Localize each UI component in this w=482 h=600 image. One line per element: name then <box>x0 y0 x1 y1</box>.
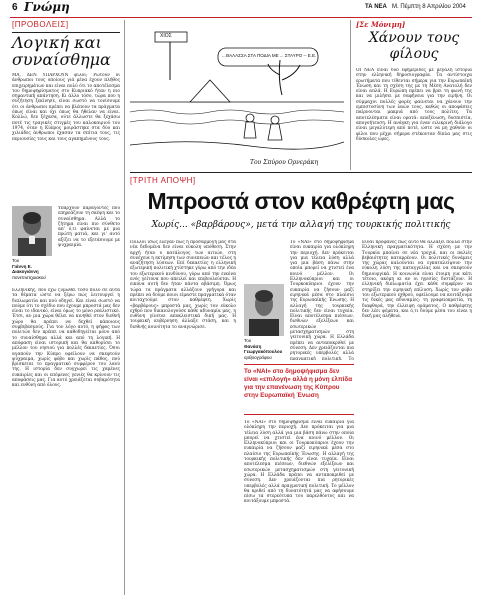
section-title: Γνώμη <box>24 0 70 14</box>
left-text-mid: Υπάρχουν παράγοντες που επηρεάζουν τη σκέψη και το συναίσθημα. Αλλά το ζήτημα είναι πιο σύνθετο απ' ό,τι φαίνεται με μια πρώτη ματιά, και γι' αυτό αξίζει να το εξετάσουμε με ψυχραιμία. <box>58 206 120 249</box>
author-caption-2 <box>244 338 288 360</box>
left-column <box>12 20 120 595</box>
main-col2 <box>244 240 354 594</box>
author-photo-2 <box>244 284 284 336</box>
author-role: πανεπιστημιακού <box>12 274 46 280</box>
right-kicker: [Σε Μόνιμη] <box>356 20 406 29</box>
author-role-2: αρθρογράφου <box>244 354 272 360</box>
column-divider-left <box>124 20 125 595</box>
main-col2-bottom: Το «ΝΑΙ» στο δημοψήφισμα είναι ευκαιρία για ολόκληρη την περιοχή. Δεν πρόκειται για μια τέλεια λύση αλλά για μια βάση πάνω στην οποία μπορεί να χτιστεί ένα κοινό μέλλον. Οι Ελληνοκύπριοι και οι Τουρκοκύπριοι έχουν την ευκαιρία να ζήσουν μαζί ειρηνικά μέσα στο πλαίσιο της Ευρωπαϊκής Ένωσης. Η αλλαγή της τουρκικής πολιτικής δεν είναι τυχαία. Είναι αποτέλεσμα πιέσεων, διεθνών εξελίξεων και εσωτερικών μετασχηματισμών στη γειτονική χώρα. Η Ελλάδα πρέπει να ανταποκριθεί με σύνεση. Δεν χρειάζονται πια ρητορικές υπερβολές αλλά πραγματική πολιτική. Το μέλλον θα κριθεί από τη δυνατότητά μας να αφήσουμε πίσω τα στερεότυπα του παρελθόντος και να κοιτάξουμε μπροστά. <box>244 420 354 505</box>
right-column <box>356 20 472 170</box>
cartoon-panel <box>130 20 344 168</box>
main-subheadline: Χωρίς... «βαρβάρους», μετά την αλλαγή της τουρκικής πολιτικής <box>151 220 451 230</box>
right-text: ΟΙ ΝΕΑ είναι δύο εφημερίδες με μεγάλη ιστορία στην ελληνική δημοσιογραφία. Τα αντίστοιχα ερωτήματα που τίθενται σήμερα για την Ευρωπαϊκή Ένωση και τη σχέση της με τη Μέση Ανατολή δεν είναι απλά. Η Ευρώπη πρέπει να βρει τη φωνή της και να μιλήσει με σαφήνεια για την ειρήνη. Οι σύμμαχοι πολλές φορές φαίνεται να χάνουν την εμπιστοσύνη των λαών τους, καθώς οι αποφάσεις παίρνονται μακριά από τους πολίτες. Τα αποτελέσματα είναι ορατά: αποξένωση, δυσπιστία, απογοήτευση. Η ανάγκη για έναν ειλικρινή διάλογο είναι μεγαλύτερη από ποτέ, ώστε να μη χαθούν οι φίλοι που μέχρι σήμερα στέκονταν δίπλα μας στις δύσκολες ώρες. <box>356 68 472 142</box>
left-kicker: [ΠΡΟΒΟΛΕΙΣ] <box>12 20 69 29</box>
author-caption-1 <box>12 258 54 280</box>
author-name-2: Θανάση Γεωργακόπουλου <box>244 343 283 354</box>
issue-date: Μ. Πέμπτη 8 Απριλίου 2004 <box>392 4 466 10</box>
cartoon-credit: Του Σπύρου Ορνεράκη <box>250 159 319 166</box>
main-col2-text: Το «ΝΑΙ» στο δημοψήφισμα είναι ευκαιρία για ολόκληρη την περιοχή. Δεν πρόκειται για μια τέλεια λύση αλλά για μια βάση πάνω στην οποία μπορεί να χτιστεί ένα κοινό μέλλον. Οι Ελληνοκύπριοι και οι Τουρκοκύπριοι έχουν την ευκαιρία να ζήσουν μαζί ειρηνικά μέσα στο πλαίσιο της Ευρωπαϊκής Ένωσης. Η αλλαγή της τουρκικής πολιτικής δεν είναι τυχαία. Είναι αποτέλεσμα πιέσεων, διεθνών εξελίξεων και εσωτερικών μετασχηματισμών στη γειτονική χώρα. Η Ελλάδα πρέπει να ανταποκριθεί με σύνεση. Δεν χρειάζονται πια ρητορικές υπερβολές αλλά πραγματική πολιτική. Το <box>290 240 354 360</box>
column-divider-right <box>350 20 351 170</box>
page-header <box>0 0 482 16</box>
author-byline-2: Του <box>244 338 252 343</box>
main-top-rule <box>130 172 472 173</box>
main-headline: Μπροστά στον καθρέφτη μας <box>147 188 455 214</box>
left-text-top: ΜΑ, ΔΕΝ ΥΠΑΡΧΟΥΝ φίλοι; Ρωτούν οι άνθρωποι τους οποίους γιά μένα έχουν πλήθος επιχειρημάτων και είναι πολύ ότι το αποτέλεσμα του δημοψηφίσματος στο Κυπριακό ήταν η πιο σημαντική απάντηση. Κι άλλο τόσο, τώρα που η συζήτηση ξεκίνησε, είναι σωστό να τονίσουμε ότι οι άνθρωποι πρέπει να βλέπουν τα πράγματα όπως είναι και όχι όπως θα ήθελαν να είναι. Κολλώ, δεν ξέχασα, ούτε άλλωστε θα ξεχάσω ποτέ τις τραγικές στιγμές του καλοκαιριού του 1974, όταν η Κύπρος μοιράστηκε στα δύο και χιλιάδες άνθρωποι έχασαν τα σπίτια τους, τις περιουσίες τους και τους αγαπημένους τους. <box>12 73 120 142</box>
header-rule <box>10 17 472 18</box>
main-kicker: [ΤΡΙΤΗ ΑΠΟΨΗ] <box>130 176 196 185</box>
portrait-image-2 <box>244 284 284 336</box>
portrait-image <box>12 206 52 256</box>
left-headline: Λογική και συναίσθημα <box>12 33 111 69</box>
cartoon-sign: ΧΙΟΣ <box>160 33 172 39</box>
main-col1-top: Πολλοί ίσως έλεγαν πως η προσαρμογή μας στα νέα δεδομένα δεν είναι εύκολη υπόθεση. Στην αρχή ήταν ο κατάλογος των αιτιών, στη συνέχεια η εκτίμηση των συνεπειών και τέλος η αναζήτηση λύσεων. Επί δεκαετίες η ελληνική εξωτερική πολιτική χτίστηκε γύρω από την ιδέα του εξωτερικού κινδύνου, γύρω από την εικόνα ενός γείτονα που απειλεί και επιβουλεύεται. Η εικόνα αυτή δεν ήταν πάντα αβάσιμη. Όμως τώρα τα πράγματα αλλάζουν γρήγορα και πρέπει να δούμε ποιοι είμαστε πραγματικά όταν κοιταχτούμε στον καθρέφτη. Χωρίς «βαρβάρους» μπροστά μας, χωρίς τον εύκολο εχθρό που δικαιολογούσε κάθε αδυναμία μας, η ευθύνη γίνεται αποκλειστικά δική μας. Η τουρκική κυβέρνηση άλλαξε στάση, και η διεθνής κοινότητα το αναγνώρισε. <box>130 240 236 330</box>
cartoon-bubble: ...ΘΑΛΑΣΣΑ ΣΤΑ ΠΟΔΙΑ ΜΕ ... ΣΤΑΥΡΟ -- Ε.Ε. <box>222 53 316 58</box>
author-name: Γιάννη Ε. Διακογιάννη <box>12 263 39 274</box>
main-col3: Είναι προφανές πως αυτό θα αλλάξει πολλά στην Ελληνική πραγματικότητα. Η σχέση με την Τουρκία μπαίνει σε νέα τροχιά, και οι παλιές βεβαιότητες καταρρέουν. Οι πολιτικές δυνάμεις της χώρας καλούνται να εγκαταλείψουν την εύκολη λύση της καταγγελίας και να σκεφτούν δημιουργικά. Η κοινωνία είναι έτοιμη για κάτι τέτοιο, ακόμη κι αν οι ηγεσίες διστάζουν. Η ελληνική διπλωματία έχει κάθε συμφέρον να στηρίξει την ειρηνική επίλυση. Χωρίς τον φόβο του εξωτερικού εχθρού, οφείλουμε να κοιτάξουμε τις δικές μας αδυναμίες: τη γραφειοκρατία, τη διαφθορά, την έλλειψη οράματος. Ο καθρέφτης δεν λέει ψέματα, και ό,τι δούμε μέσα του είναι η δική μας αλήθεια. <box>362 240 472 320</box>
newspaper-name: ΤΑ ΝΕΑ <box>365 4 387 10</box>
main-story <box>130 174 472 596</box>
page-number: 6 <box>12 2 18 13</box>
quote-rule-top <box>244 364 354 365</box>
pull-quote: Το «ΝΑΙ» στο δημοψήφισμα δεν είναι «επιλογή» αλλά η μόνη ελπίδα για την επανένωση της Κύπρου στην Ευρωπαϊκή Ένωση <box>244 368 353 399</box>
right-headline: Χάνουν τους φίλους <box>368 30 460 62</box>
author-byline: Του <box>12 258 20 263</box>
quote-rule-bottom <box>244 414 354 415</box>
author-photo-1 <box>12 206 52 256</box>
cartoon-illustration <box>130 20 344 158</box>
left-text-bottom: Ελληνικής, πού έχω ζυμωθεί τόσο πολύ σε αυτά τα θέματα ώστε να ξέρω πώς λειτουργεί η διπλωματία και πού οδηγεί. Και είναι σωστό να πούμε ότι το σχέδιο που έχουμε μπροστά μας δεν είναι το ιδανικό, είναι όμως το μόνο ρεαλιστικό. Έτσι, αν μια χώρα θέλει να κινηθεί στον διεθνή χώρο θα πρέπει να δεχθεί κάποιους συμβιβασμούς. Για τον λόγο αυτό, η ψήφος των πολιτών δεν πρέπει να καθοδηγείται μόνο από το συναίσθημα αλλά και από τη λογική. Η απόφαση είναι ιστορική και θα καθορίσει το μέλλον του νησιού για πολλές δεκαετίες. Όσοι αγαπούν την Κύπρο οφείλουν να σκεφτούν ψύχραιμα, χωρίς φόβο και χωρίς πάθος, πού βρίσκεται το πραγματικό συμφέρον του λαού της. Η ιστορία δεν συγχωρεί τις χαμένες ευκαιρίες και οι επόμενες γενιές θα κρίνουν τις αποφάσεις μας. Για αυτό χρειάζεται σοβαρότητα και ευθύνη από όλους. <box>12 288 120 389</box>
